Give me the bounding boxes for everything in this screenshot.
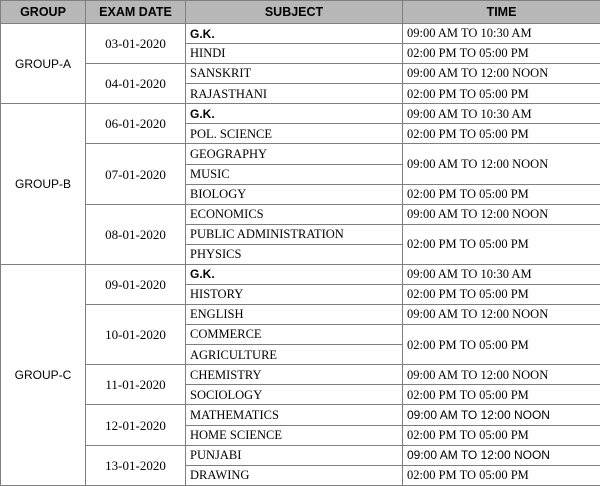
subject-cell: HINDI: [186, 44, 403, 64]
table-row: [1, 24, 600, 44]
exam-date-cell: 11-01-2020: [86, 365, 186, 405]
table-row: [1, 104, 600, 124]
subject-cell: G.K.: [186, 24, 403, 44]
subject-cell: G.K.: [186, 264, 403, 284]
time-cell: 02:00 PM TO 05:00 PM: [403, 385, 600, 405]
exam-date-cell: 09-01-2020: [86, 264, 186, 304]
subject-cell: RAJASTHANI: [186, 84, 403, 104]
table-row: [1, 405, 600, 425]
group-cell: GROUP-B: [1, 104, 86, 265]
time-cell: 09:00 AM TO 12:00 NOON: [403, 365, 600, 385]
time-cell: 09:00 AM TO 12:00 NOON: [403, 204, 600, 224]
time-cell: 09:00 AM TO 12:00 NOON: [403, 144, 600, 184]
table-row: [1, 144, 600, 164]
subject-cell: MUSIC: [186, 164, 403, 184]
table-row: [1, 64, 600, 84]
time-cell: 02:00 PM TO 05:00 PM: [403, 325, 600, 365]
subject-cell: PHYSICS: [186, 244, 403, 264]
table-row: [1, 305, 600, 325]
time-cell: 09:00 AM TO 10:30 AM: [403, 104, 600, 124]
subject-cell: POL. SCIENCE: [186, 124, 403, 144]
table-row: [1, 264, 600, 284]
subject-cell: SANSKRIT: [186, 64, 403, 84]
group-cell: GROUP-A: [1, 24, 86, 104]
header-time: TIME: [403, 1, 600, 24]
subject-cell: ECONOMICS: [186, 204, 403, 224]
time-cell: 02:00 PM TO 05:00 PM: [403, 425, 600, 445]
time-cell: 09:00 AM TO 12:00 NOON: [403, 445, 600, 465]
subject-cell: HISTORY: [186, 285, 403, 305]
subject-cell: AGRICULTURE: [186, 345, 403, 365]
header-subject: SUBJECT: [186, 1, 403, 24]
time-cell: 02:00 PM TO 05:00 PM: [403, 84, 600, 104]
exam-date-cell: 03-01-2020: [86, 24, 186, 64]
subject-cell: CHEMISTRY: [186, 365, 403, 385]
time-cell: 02:00 PM TO 05:00 PM: [403, 44, 600, 64]
subject-cell: BIOLOGY: [186, 184, 403, 204]
time-cell: 02:00 PM TO 05:00 PM: [403, 124, 600, 144]
subject-cell: MATHEMATICS: [186, 405, 403, 425]
table-row: [1, 445, 600, 465]
exam-date-cell: 04-01-2020: [86, 64, 186, 104]
time-cell: 09:00 AM TO 12:00 NOON: [403, 64, 600, 84]
subject-cell: DRAWING: [186, 465, 403, 485]
header-exam-date: EXAM DATE: [86, 1, 186, 24]
exam-date-cell: 06-01-2020: [86, 104, 186, 144]
table-row: [1, 365, 600, 385]
time-cell: 02:00 PM TO 05:00 PM: [403, 465, 600, 485]
time-cell: 09:00 AM TO 10:30 AM: [403, 24, 600, 44]
subject-cell: PUBLIC ADMINISTRATION: [186, 224, 403, 244]
header-row: [1, 1, 600, 24]
subject-cell: SOCIOLOGY: [186, 385, 403, 405]
table-row: [1, 204, 600, 224]
subject-cell: G.K.: [186, 104, 403, 124]
exam-date-cell: 12-01-2020: [86, 405, 186, 445]
time-cell: 09:00 AM TO 12:00 NOON: [403, 405, 600, 425]
time-cell: 02:00 PM TO 05:00 PM: [403, 224, 600, 264]
time-cell: 09:00 AM TO 12:00 NOON: [403, 305, 600, 325]
time-cell: 02:00 PM TO 05:00 PM: [403, 285, 600, 305]
time-cell: 02:00 PM TO 05:00 PM: [403, 184, 600, 204]
exam-date-cell: 10-01-2020: [86, 305, 186, 365]
subject-cell: COMMERCE: [186, 325, 403, 345]
subject-cell: PUNJABI: [186, 445, 403, 465]
exam-date-cell: 07-01-2020: [86, 144, 186, 204]
subject-cell: GEOGRAPHY: [186, 144, 403, 164]
group-cell: GROUP-C: [1, 264, 86, 485]
exam-date-cell: 08-01-2020: [86, 204, 186, 264]
exam-date-cell: 13-01-2020: [86, 445, 186, 485]
subject-cell: ENGLISH: [186, 305, 403, 325]
subject-cell: HOME SCIENCE: [186, 425, 403, 445]
header-group: GROUP: [1, 1, 86, 24]
time-cell: 09:00 AM TO 10:30 AM: [403, 264, 600, 284]
